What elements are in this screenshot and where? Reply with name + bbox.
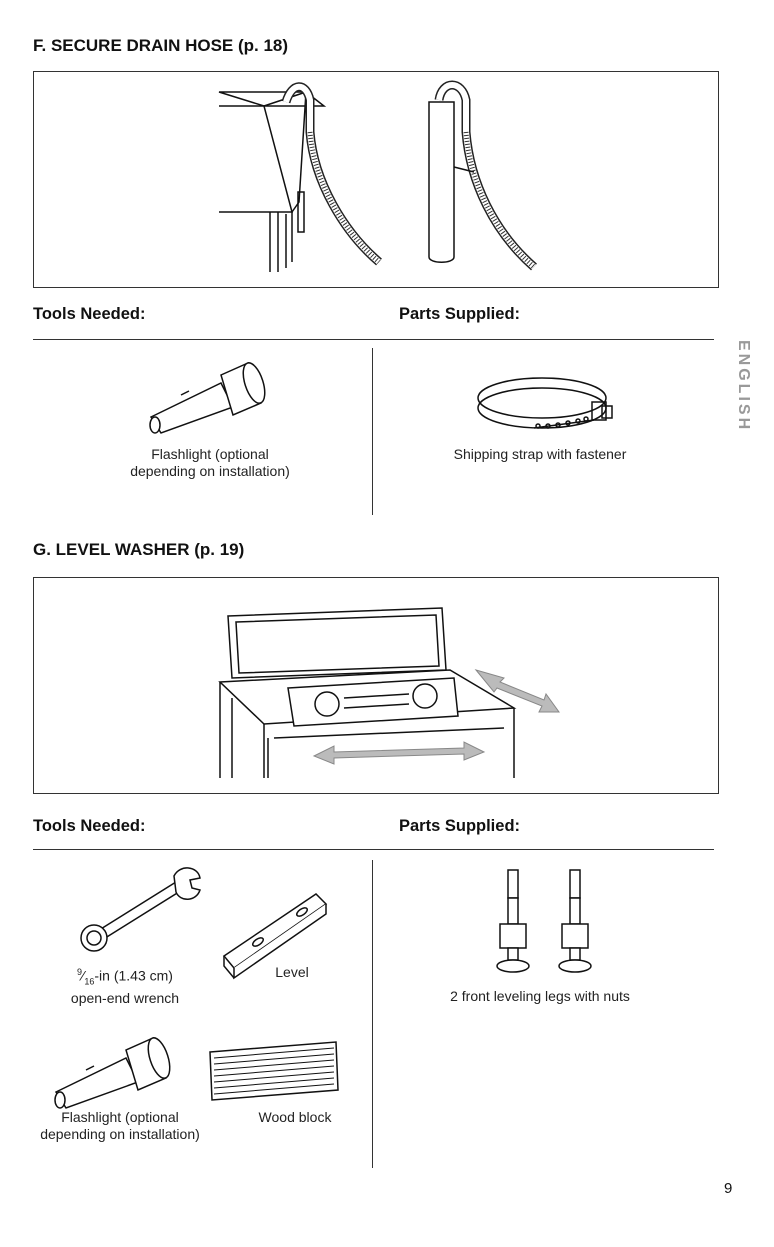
flashlight-icon xyxy=(48,1030,178,1110)
wrench-caption xyxy=(40,964,210,1007)
section-g-flashlight-caption xyxy=(0,1109,240,1143)
drain-hose-illustration xyxy=(34,72,720,289)
section-g-column-divider xyxy=(372,860,373,1168)
leveling-leg-right xyxy=(559,870,591,972)
leveling-legs-icon xyxy=(486,866,606,986)
section-f-tools-heading: Tools Needed: xyxy=(33,305,146,323)
language-side-tab: ENGLISH xyxy=(735,340,752,433)
section-f-column-divider xyxy=(372,348,373,515)
section-f-strap-caption: Shipping strap with fastener xyxy=(453,446,627,462)
level-washer-illustration-frame xyxy=(33,577,719,794)
section-g-flashlight-line2: depending on installation) xyxy=(40,1126,200,1142)
level-caption: Level xyxy=(275,964,309,980)
section-g-tools-heading: Tools Needed: xyxy=(33,817,146,835)
section-f-flashlight-line1: Flashlight (optional xyxy=(151,446,269,462)
washer-illustration xyxy=(34,578,720,795)
section-g-parts-heading: Parts Supplied: xyxy=(399,817,521,835)
shipping-strap-icon xyxy=(474,374,624,444)
wrench-fraction-numerator: 9 xyxy=(77,967,83,977)
wood-block-caption: Wood block xyxy=(258,1109,332,1125)
section-f-rule xyxy=(33,339,714,340)
leveling-legs-caption: 2 front leveling legs with nuts xyxy=(450,988,630,1004)
leveling-leg-left xyxy=(497,870,529,972)
level-icon xyxy=(218,884,338,974)
section-g-rule xyxy=(33,849,714,850)
wood-block-icon xyxy=(206,1036,346,1106)
flashlight-icon xyxy=(143,355,273,435)
page-number: 9 xyxy=(724,1180,733,1197)
section-f-title: F. SECURE DRAIN HOSE (p. 18) xyxy=(33,36,289,55)
section-g-title: G. LEVEL WASHER (p. 19) xyxy=(33,540,245,559)
drain-hose-illustration-frame xyxy=(33,71,719,288)
section-f-parts-heading: Parts Supplied: xyxy=(399,305,521,323)
wrench-caption-line1: $^9⁄_{16}-in$ (1.43 cm) xyxy=(77,967,173,987)
wrench-size-text: -in (1.43 cm) xyxy=(94,967,173,984)
wrench-fraction-denominator: 16 xyxy=(84,976,95,987)
section-g-flashlight-line1: Flashlight (optional xyxy=(61,1109,179,1125)
wrench-caption-line2: open-end wrench xyxy=(70,990,180,1007)
wrench-icon xyxy=(76,862,206,952)
section-f-flashlight-line2: depending on installation) xyxy=(130,463,290,479)
section-f-flashlight-caption xyxy=(90,446,330,480)
